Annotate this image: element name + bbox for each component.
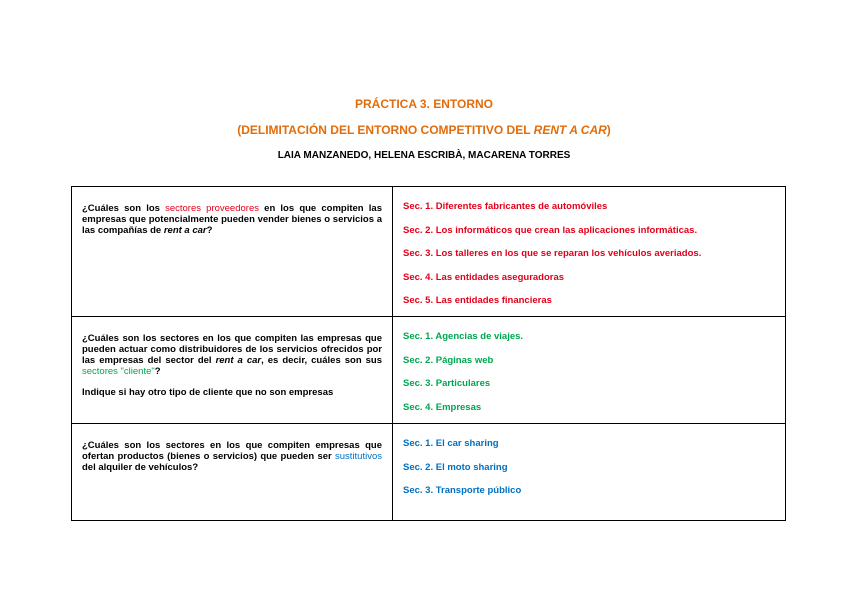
answer-item: Sec. 3. Particulares	[403, 378, 491, 389]
question-text: del alquiler de vehículos?	[82, 462, 199, 473]
answer-item: Sec. 4. Las entidades aseguradoras	[403, 271, 565, 283]
answer-item: Sec. 2. Los informáticos que crean las aplicaciones informáticas.	[403, 224, 698, 236]
question-note: Indique si hay otro tipo de cliente que no son empresas	[82, 387, 334, 398]
question-highlight: sectores proveedores	[165, 203, 259, 214]
question-text: ?	[206, 225, 213, 236]
question-text: ¿Cuáles son los sectores en los que compiten empresas que ofertan productos (bienes o servicios) que pueden ser	[82, 440, 382, 462]
subtitle-suffix: )	[606, 123, 611, 137]
table-row	[72, 424, 786, 521]
answer-cell	[393, 317, 786, 424]
answer-item: Sec. 1. Agencias de viajes.	[403, 331, 524, 342]
question-cell	[72, 187, 393, 317]
page-title: PRÁCTICA 3. ENTORNO	[354, 97, 493, 111]
table-row	[72, 317, 786, 424]
question-italic: rent a car	[215, 355, 262, 366]
question-text: en los que compiten las empresas que potencialmente pueden vender bienes o servicios a las compañías de	[82, 203, 382, 236]
question-text: ¿Cuáles son los	[82, 203, 166, 214]
question-cell	[72, 424, 393, 521]
authors-line: LAIA MANZANEDO, HELENA ESCRIBÀ, MACARENA TORRES	[277, 150, 571, 161]
answer-item: Sec. 2. El moto sharing	[403, 461, 508, 473]
answer-item: Sec. 5. Las entidades financieras	[403, 295, 552, 306]
answer-item: Sec. 4. Empresas	[403, 401, 482, 413]
subtitle-italic: RENT A CAR	[533, 123, 607, 137]
answer-cell	[393, 187, 786, 317]
answer-item: Sec. 1. Diferentes fabricantes de automóviles	[403, 201, 608, 212]
question-text: ¿Cuáles son los sectores en los que compiten las empresas que pueden actuar como distribuidores de los servicios ofrecidos por las empresas del sector del	[82, 333, 382, 366]
question-text: , es decir, cuáles son sus	[261, 355, 382, 366]
answer-item: Sec. 1. El car sharing	[403, 438, 499, 449]
answer-item: Sec. 3. Los talleres en los que se reparan los vehículos averiados.	[403, 248, 702, 259]
questions-table	[71, 186, 786, 521]
question-highlight: sectores "cliente"	[82, 366, 155, 377]
table-row	[72, 187, 786, 317]
question-highlight: sustitutivos	[335, 451, 382, 462]
answer-cell	[393, 424, 786, 521]
question-italic: rent a car	[163, 225, 207, 236]
question-cell	[72, 317, 393, 424]
subtitle-prefix: (DELIMITACIÓN DEL ENTORNO COMPETITIVO DEL	[237, 123, 534, 137]
answer-item: Sec. 2. Páginas web	[403, 354, 494, 366]
answer-item: Sec. 3. Transporte público	[403, 485, 522, 496]
question-text: ?	[154, 366, 161, 377]
page-subtitle	[0, 123, 848, 137]
